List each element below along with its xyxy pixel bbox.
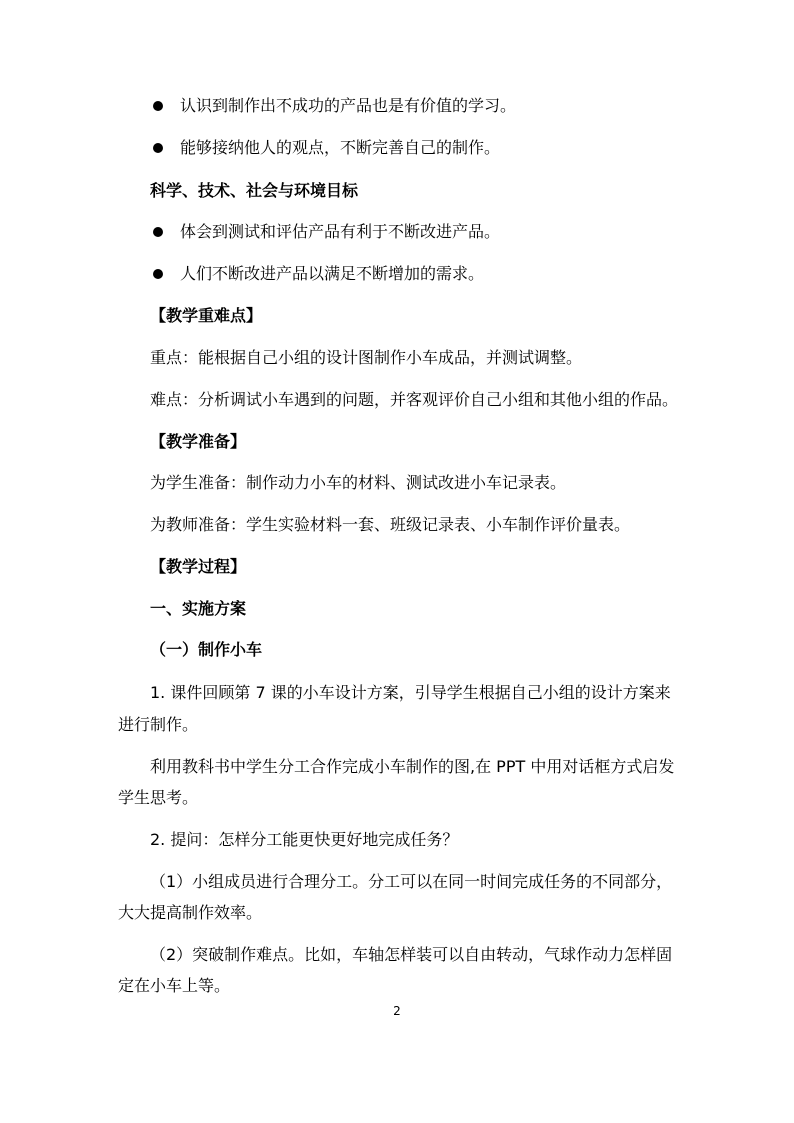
item2-text: 2. 提问：怎样分工能更快更好地完成任务？ bbox=[150, 830, 459, 849]
para1-line2: 学生思考。 bbox=[118, 788, 199, 807]
item1-line1: 1. 课件回顾第 7 课的小车设计方案，引导学生根据自己小组的设计方案来 bbox=[150, 683, 671, 702]
para1-line1: 利用教科书中学生分工合作完成小车制作的图,在 PPT 中用对话框方式启发 bbox=[150, 757, 675, 776]
bullet-item: 认识到制作出不成功的产品也是有价值的学习。 bbox=[180, 96, 517, 115]
bullet-dot bbox=[153, 269, 163, 279]
bullet-dot bbox=[153, 101, 163, 111]
sub1-line2: 大大提高制作效率。 bbox=[118, 903, 263, 922]
sub2-line2: 定在小车上等。 bbox=[118, 976, 231, 995]
bullet-item: 人们不断改进产品以满足不断增加的需求。 bbox=[180, 264, 485, 283]
bullet-item: 能够接纳他人的观点，不断完善自己的制作。 bbox=[180, 138, 501, 157]
bullet-item: 体会到测试和评估产品有利于不断改进产品。 bbox=[180, 222, 501, 241]
bullet-dot bbox=[153, 143, 163, 153]
bullet-dot bbox=[153, 227, 163, 237]
process-heading: 【教学过程】 bbox=[150, 557, 247, 576]
page-number: 2 bbox=[393, 1004, 401, 1018]
item1-line2: 进行制作。 bbox=[118, 715, 199, 734]
subsection-title: （一）制作小车 bbox=[150, 640, 263, 659]
difficulty-text: 难点：分析调试小车遇到的问题，并客观评价自己小组和其他小组的作品。 bbox=[150, 390, 679, 409]
section-title: 一、实施方案 bbox=[150, 599, 247, 618]
sub2-line1: （2）突破制作难点。比如，车轴怎样装可以自由转动，气球作动力怎样固 bbox=[150, 945, 673, 964]
key-points-heading: 【教学重难点】 bbox=[150, 306, 263, 325]
preparation-teacher: 为教师准备：学生实验材料一套、班级记录表、小车制作评价量表。 bbox=[150, 515, 631, 534]
preparation-heading: 【教学准备】 bbox=[150, 432, 247, 451]
sub1-line1: （1）小组成员进行合理分工。分工可以在同一时间完成任务的不同部分， bbox=[150, 872, 673, 891]
sts-heading: 科学、技术、社会与环境目标 bbox=[150, 181, 359, 200]
preparation-students: 为学生准备：制作动力小车的材料、测试改进小车记录表。 bbox=[150, 473, 567, 492]
focus-text: 重点：能根据自己小组的设计图制作小车成品，并测试调整。 bbox=[150, 348, 583, 367]
